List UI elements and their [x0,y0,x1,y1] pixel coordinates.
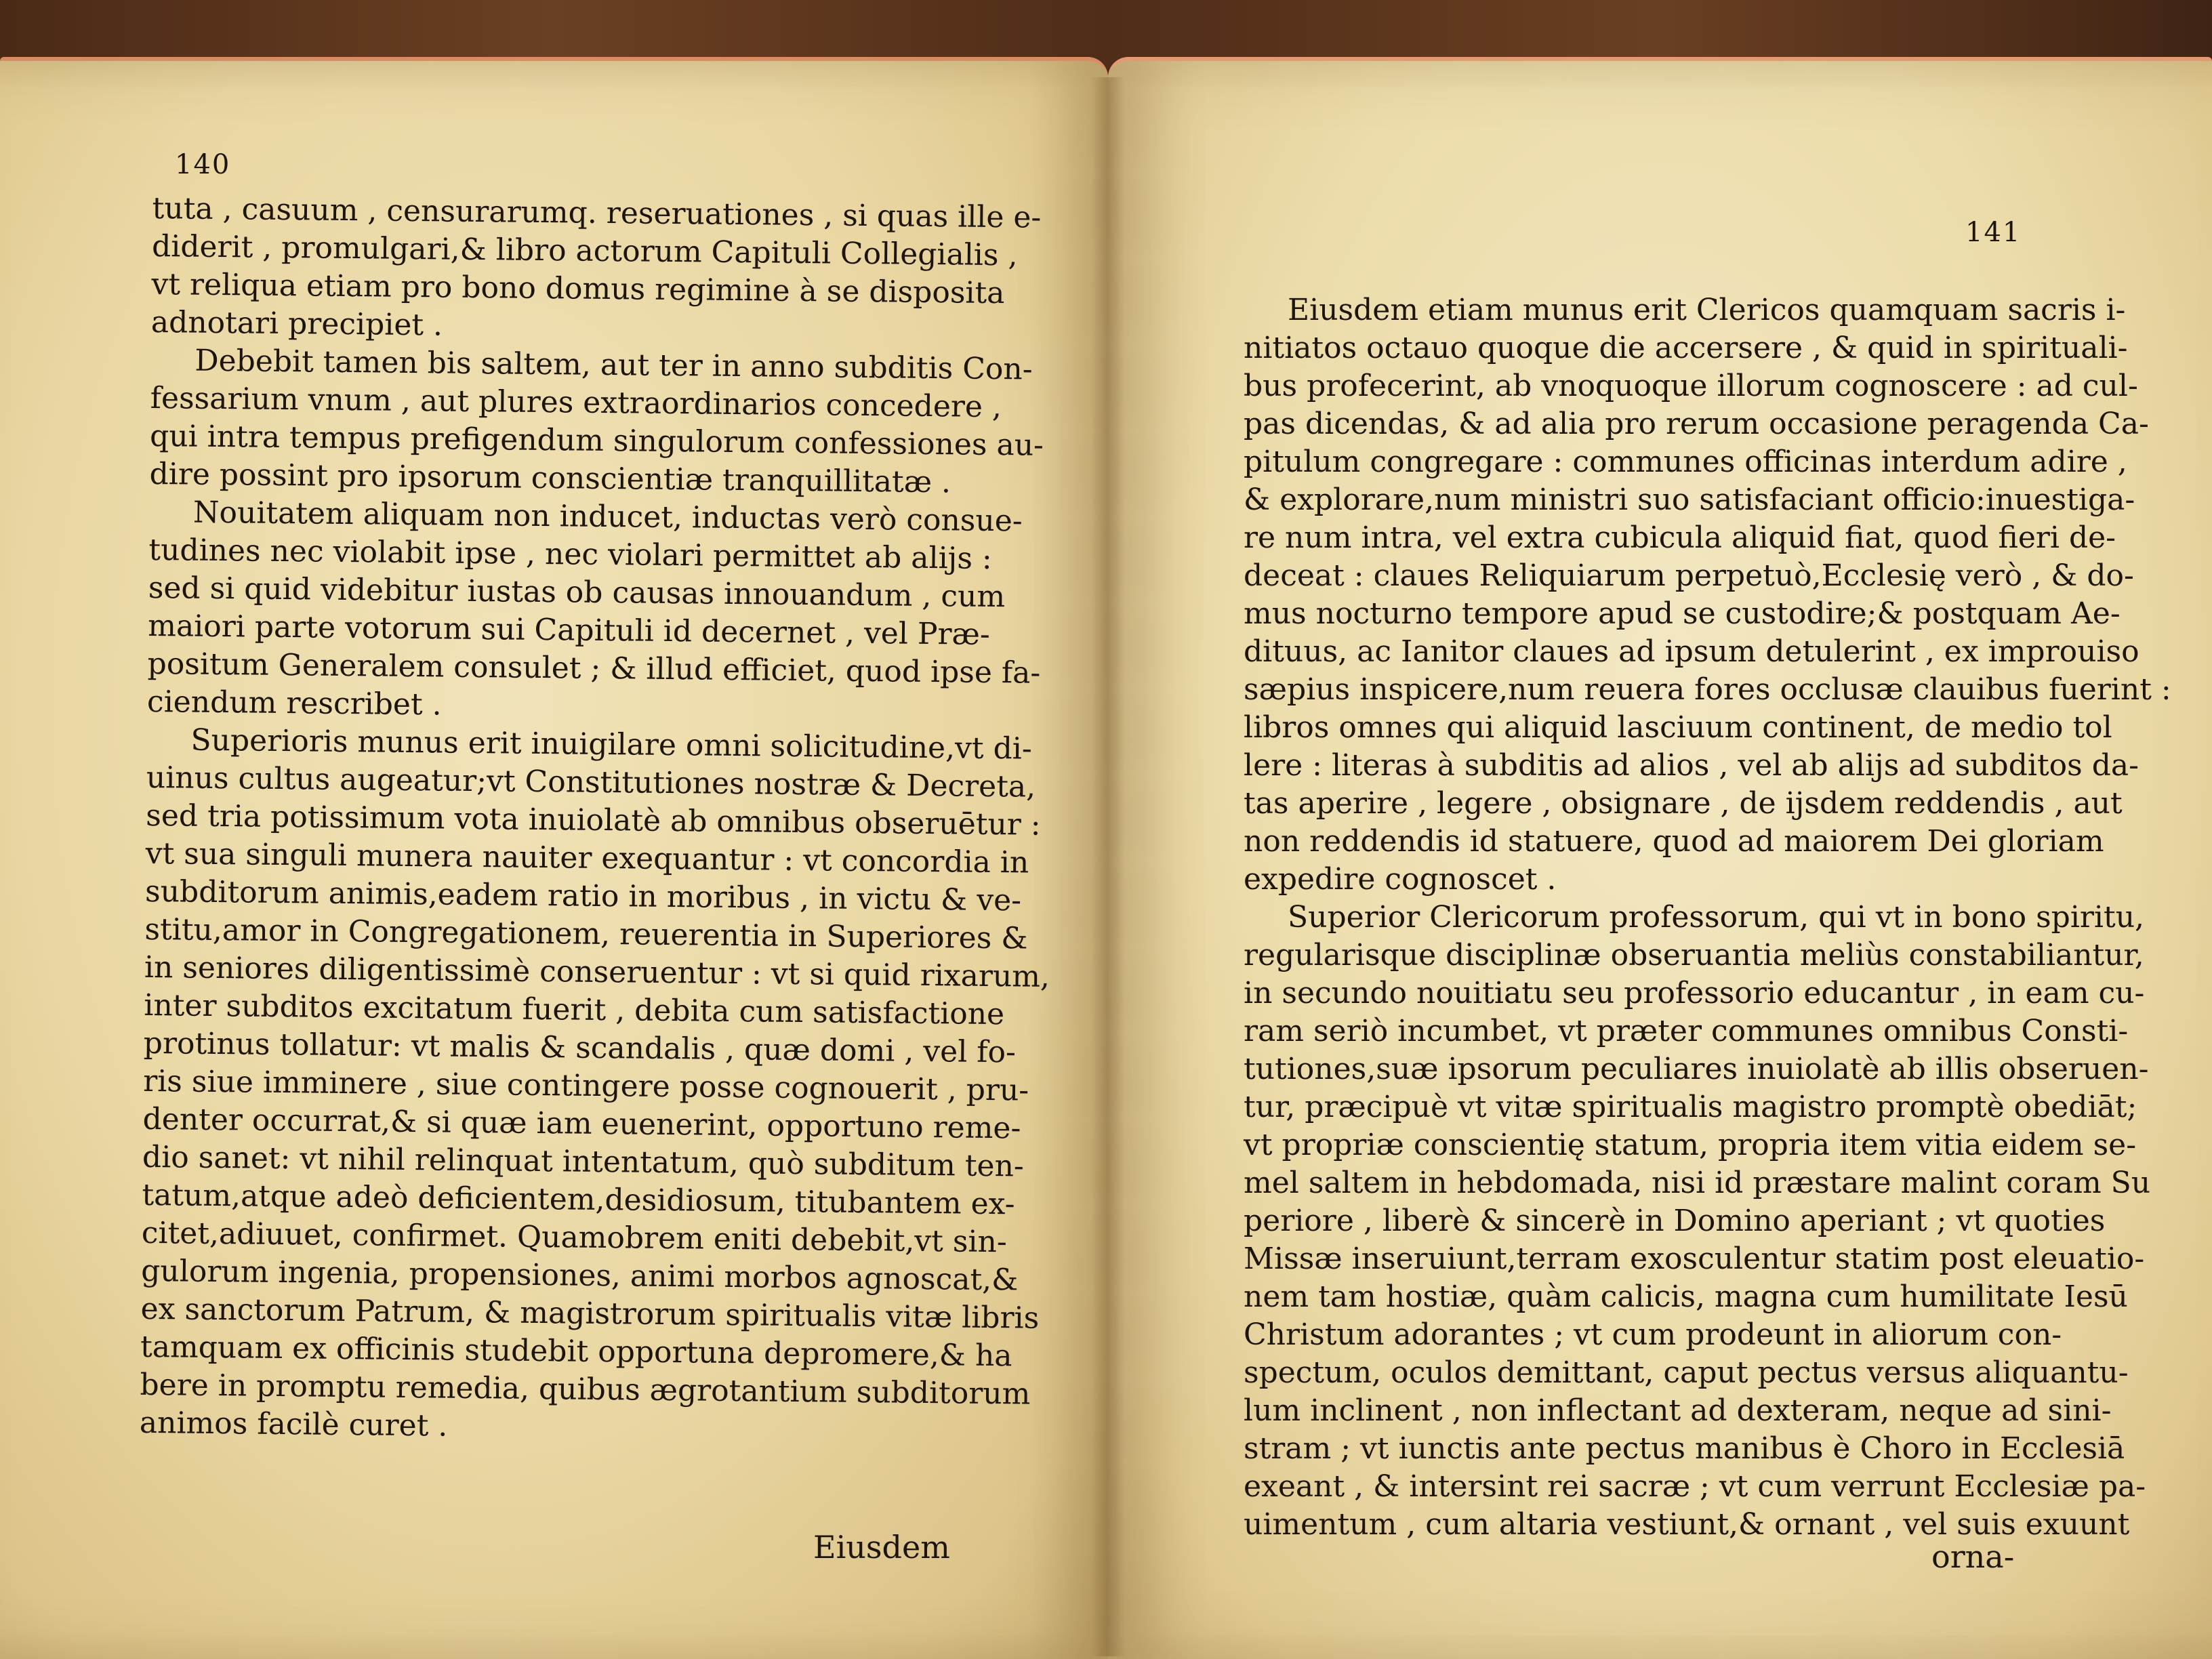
text-line: uinus cultus augeatur;vt Constitutiones nostræ & Decreta, [146,760,1036,804]
text-line: & explorare,num ministri suo satisfaciant officio:inuestiga- [1244,483,2135,517]
text-line: subditorum animis,eadem ratio in moribus , in victu & ve- [144,874,1022,918]
text-line: in seniores diligentissimè conseruentur : vt si quid rixarum, [144,949,1050,994]
text-line: dituus, ac Ianitor claues ad ipsum detulerint , ex improuiso [1244,634,2139,669]
text-line: Superioris munus erit inuigilare omni solicitudine,vt di- [190,722,1032,766]
text-line: Debebit tamen bis saltem, aut ter in anno subditis Con- [194,343,1033,387]
text-line: tur, præcipuè vt vitæ spiritualis magistro promptè obediāt; [1244,1090,2137,1124]
text-line: Christum adorantes ; vt cum prodeunt in aliorum con- [1244,1317,2062,1352]
text-line: nem tam hostiæ, quàm calicis, magna cum humilitate Iesū [1244,1279,2128,1314]
text-line: in secundo nouitiatu seu professorio educantur , in eam cu- [1244,976,2145,1010]
page-number-left: 140 [175,149,231,180]
left-page [0,57,1108,1659]
text-line: ris siue imminere , siue contingere posse cognouerit , pru- [142,1063,1029,1108]
text-line: Missæ inseruiunt,terram exosculentur statim post eleuatio- [1244,1242,2145,1276]
page-number-right: 141 [1965,217,2022,248]
text-line: maiori parte votorum sui Capituli id decernet , vel Præ- [147,608,991,652]
text-line: stram ; vt iunctis ante pectus manibus è Choro in Ecclesiā [1244,1431,2125,1466]
left-page-text [139,190,1050,1451]
text-line: tuta , casuum , censurarumq. reseruationes , si quas ille e- [152,190,1042,235]
text-line: nitiatos octauo quoque die accersere , & quid in spirituali- [1244,331,2128,365]
right-page [1108,57,2212,1659]
text-line: re num intra, vel extra cubicula aliquid fiat, quod fieri de- [1244,520,2116,555]
text-line: sed tria potissimum vota inuiolatè ab omnibus obseruētur : [146,798,1041,842]
text-line: vt sua singuli munera nauiter exequantur : vt concordia in [145,836,1029,880]
text-line: libros omnes qui aliquid lasciuum continent, de medio tol [1244,710,2112,745]
text-line: pas dicendas, & ad alia pro rerum occasione peragenda Ca- [1244,407,2149,441]
text-line: qui intra tempus prefigendum singulorum confessiones au- [149,418,1044,463]
text-line: regularisque disciplinæ obseruantia meliùs constabiliantur, [1244,938,2144,972]
text-line: bere in promptu remedia, quibus ægrotantium subditorum [140,1367,1031,1412]
text-line: pitulum congregare : communes officinas interdum adire , [1244,445,2127,479]
catchword-right: orna- [1931,1538,2015,1575]
text-line: bus profecerint, ab vnoquoque illorum cognoscere : ad cul- [1244,369,2138,403]
text-line: dio sanet: vt nihil relinquat intentatum, quò subditum ten- [142,1139,1025,1184]
text-line: ciendum rescribet . [146,684,442,722]
text-line: Superior Clericorum professorum, qui vt in bono spiritu, [1288,900,2145,935]
text-line: citet,adiuuet, confirmet. Quamobrem eniti debebit,vt sin- [141,1215,1007,1260]
text-line: periore , liberè & sincerè in Domino aperiant ; vt quoties [1244,1204,2106,1238]
text-line: spectum, oculos demittant, caput pectus versus aliquantu- [1244,1355,2129,1390]
text-line: Nouitatem aliquam non inducet, inductas verò consue- [192,495,1023,539]
text-line: vt propriæ conscientię statum, propria item vitia eidem se- [1244,1128,2137,1162]
text-line: sæpius inspicere,num reuera fores occlusæ clauibus fuerint : [1244,672,2171,707]
text-line: deceat : claues Reliquiarum perpetuò,Ecclesię verò , & do- [1244,558,2134,593]
text-line: uimentum , cum altaria vestiunt,& ornant , vel suis exuunt [1244,1507,2130,1542]
text-line: expedire cognoscet . [1244,862,1557,897]
text-line: fessarium vnum , aut plures extraordinarios concedere , [150,380,1002,425]
text-line: protinus tollatur: vt malis & scandalis , quæ domi , vel fo- [143,1025,1017,1070]
right-page-text [1244,291,2171,1544]
text-line: diderit , promulgari,& libro actorum Capituli Collegialis , [151,228,1018,273]
text-line: positum Generalem consulet ; & illud efficiet, quod ipse fa- [147,646,1041,691]
text-line: ram seriò incumbet, vt præter communes omnibus Consti- [1244,1014,2129,1048]
text-line: mus nocturno tempore apud se custodire;& postquam Ae- [1244,596,2121,631]
text-line: tudines nec violabit ipse , nec violari permittet ab alijs : [148,532,993,577]
text-line: tatum,atque adeò deficientem,desidiosum, titubantem ex- [142,1177,1015,1222]
text-line: stitu,amor in Congregationem, reuerentia in Superiores & [144,912,1028,956]
book-gutter [1091,77,1125,1656]
text-line: Eiusdem etiam munus erit Clericos quamquam sacris i- [1288,293,2126,327]
text-line: animos facilè curet . [139,1405,448,1443]
text-line: denter occurrat,& si quæ iam euenerint, opportuno reme- [142,1101,1021,1146]
text-line: dire possint pro ipsorum conscientiæ tranquillitatæ . [149,456,951,500]
text-line: adnotari precipiet . [150,304,443,343]
text-line: sed si quid videbitur iustas ob causas innouandum , cum [148,570,1006,615]
text-line: non reddendis id statuere, quod ad maiorem Dei gloriam [1244,824,2104,859]
open-book [0,57,2212,1659]
text-line: tamquam ex officinis studebit opportuna depromere,& ha [140,1329,1012,1374]
text-line: vt reliqua etiam pro bono domus regimine à se disposita [151,266,1005,311]
catchword-left: Eiusdem [813,1529,950,1565]
text-line: lum inclinent , non inflectant ad dexteram, neque ad sini- [1244,1393,2112,1428]
text-line: inter subditos excitatum fuerit , debita cum satisfactione [144,987,1005,1032]
text-line: ex sanctorum Patrum, & magistrorum spiritualis vitæ libris [140,1291,1040,1336]
text-line: tas aperire , legere , obsignare , de ijsdem reddendis , aut [1244,786,2123,821]
text-line: gulorum ingenia, propensiones, animi morbos agnoscat,& [141,1253,1019,1298]
text-line: lere : literas à subditis ad alios , vel ab alijs ad subditos da- [1244,748,2139,783]
text-line: tutiones,suæ ipsorum peculiares inuiolatè ab illis obseruen- [1244,1052,2149,1086]
text-line: exeant , & intersint rei sacræ ; vt cum verrunt Ecclesiæ pa- [1244,1469,2146,1504]
text-line: mel saltem in hebdomada, nisi id præstare malint coram Su [1244,1166,2151,1200]
